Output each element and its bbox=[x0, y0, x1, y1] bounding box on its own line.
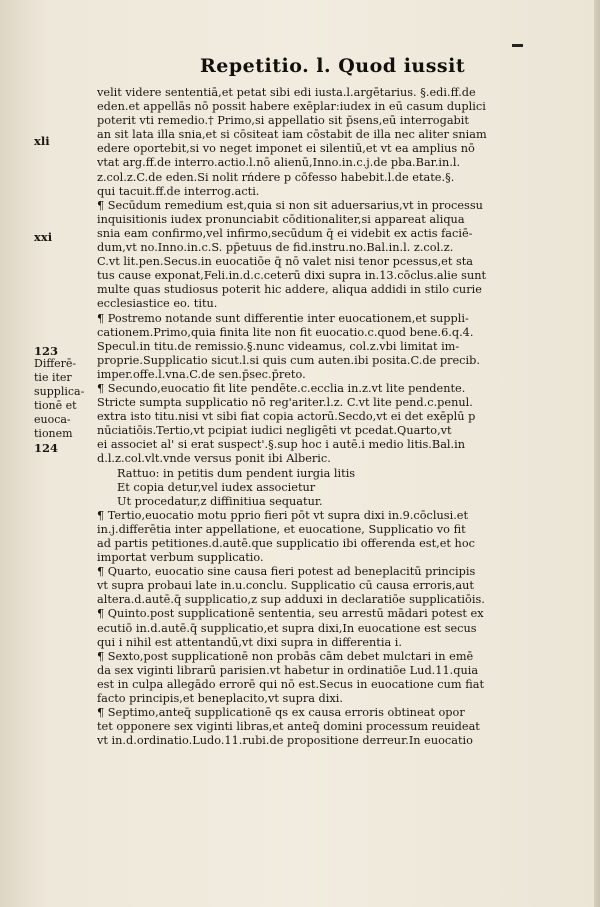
text-line: vtat arg.ff.de interro.actio.l.nō alienū,Inno.in.c.j.de pba.Bar.in.l. bbox=[97, 156, 461, 170]
text-line: ¶ Sexto,post supplicationē non probās cām debet mulctari in emē bbox=[97, 649, 474, 663]
text-line: qui tacuit.ff.de interrog.acti. bbox=[97, 184, 260, 198]
text-line: dum,vt no.Inno.in.c.S. pp̄etuus de fid.instru.no.Bal.in.l. z.col.z. bbox=[97, 241, 454, 255]
text-line: ecclesiastice eo. titu. bbox=[97, 297, 218, 311]
margin-note-line: euoca- bbox=[34, 413, 71, 426]
text-line: imper.offe.l.vna.C.de sen.p̄sec.p̄reto. bbox=[97, 367, 306, 381]
text-line: est in culpa allegādo errorē qui nō est.Secus in euocatione cum fiat bbox=[97, 677, 485, 691]
verse-line: Et copia detur,vel iudex associetur bbox=[117, 480, 316, 494]
text-line: snia eam confirmo,vel infirmo,secūdum q̄ ei videbit ex actis faciē- bbox=[97, 226, 473, 240]
text-line: ¶ Tertio,euocatio motu pprio fieri pōt vt supra dixi in.9.cōclusi.et bbox=[97, 508, 469, 522]
text-line: Specul.in titu.de remissio.§.nunc videamus, col.z.vbi limitat im- bbox=[97, 339, 460, 353]
margin-note-text: xli bbox=[34, 134, 50, 148]
text-line: tet opponere sex viginti libras,et anteq̄ domini processum reuideat bbox=[97, 720, 480, 734]
text-line: inquisitionis iudex pronunciabit cōditionaliter,si appareat aliqua bbox=[97, 212, 465, 226]
margin-note-line: supplica- bbox=[34, 385, 85, 398]
verse-line: Ut procedatur,z diffinitiua sequatur. bbox=[117, 494, 323, 508]
text-line: ¶ Quinto.post supplicationē sententia, seu arrestū mādari potest ex bbox=[97, 607, 484, 621]
text-line: ¶ Postremo notande sunt differentie inter euocationem,et suppli- bbox=[97, 311, 469, 325]
running-header: Repetitio. l. Quod iussit bbox=[200, 55, 466, 77]
page-edge-shadow bbox=[594, 0, 600, 907]
text-line: vt in.d.ordinatio.Ludo.11.rubi.de propositione derreur.In euocatio bbox=[97, 734, 473, 748]
text-line: nūciatiōis.Tertio,vt pcipiat iudici negligēti vt pcedat.Quarto,vt bbox=[97, 424, 452, 438]
text-line: d.l.z.col.vlt.vnde versus ponit ibi Alberic. bbox=[97, 452, 331, 466]
text-line: proprie.Supplicatio sicut.l.si quis cum auten.ibi posita.C.de precib. bbox=[97, 353, 480, 367]
text-line: in.j.differētia inter appellatione, et euocatione, Supplicatio vo fit bbox=[97, 522, 466, 536]
text-line: facto principis,et beneplacito,vt supra dixi. bbox=[97, 692, 343, 706]
margin-note-xxi bbox=[34, 230, 92, 244]
text-line: velit videre sententiā,et petat sibi edi iusta.l.argētarius. §.edi.ff.de bbox=[97, 86, 476, 99]
text-line: da sex viginti librarū parisien.vt habetur in ordinatiōe Lud.11.quia bbox=[97, 663, 479, 677]
text-line: importat verbum supplicatio. bbox=[97, 551, 264, 565]
text-line: eden.et appellās nō possit habere exēplar:iudex in eū casum duplici bbox=[97, 100, 486, 114]
text-line: ¶ Quarto, euocatio sine causa fieri potest ad beneplacitū principis bbox=[97, 565, 476, 579]
text-line: edere oportebit,si vo neget imponet ei silentiū,et vt ea amplius nō bbox=[97, 142, 475, 156]
text-line: Stricte sumpta supplicatio nō reg'ariter.l.z. C.vt lite pend.c.penul. bbox=[97, 396, 473, 410]
margin-note-line: Differē- bbox=[34, 357, 77, 370]
margin-note-text: xxi bbox=[34, 230, 53, 244]
text-line: cationem.Primo,quia finita lite non fit euocatio.c.quod bene.6.q.4. bbox=[97, 325, 474, 339]
text-line: an sit lata illa snia,et si cōsiteat iam cōstabit de illa nec aliter sniam bbox=[97, 128, 487, 142]
margin-note-line: tie iter bbox=[34, 371, 72, 384]
margin-note-123 bbox=[34, 344, 92, 358]
text-line: extra isto titu.nisi vt sibi fiat copia actorū.Secdo,vt ei det exēplū p bbox=[97, 410, 476, 424]
text-line: ¶ Septimo,anteq̄ supplicationē qs ex causa erroris obtineat opor bbox=[97, 706, 465, 720]
main-text-block bbox=[97, 86, 537, 748]
text-line: poterit vti remedio.† Primo,si appellatio sit p̄sens,eū interrogabit bbox=[97, 114, 469, 128]
text-line: ei associet al' si erat suspect'.§.sup hoc i autē.i medio litis.Bal.in bbox=[97, 438, 466, 452]
text-line: multe quas studiosus poterit hic addere, aliqua addidi in stilo curie bbox=[97, 283, 482, 297]
text-line: ecutiō in.d.autē.q̄ supplicatio,et supra dixi,In euocatione est secus bbox=[97, 621, 477, 635]
text-line: z.col.z.C.de eden.Si nolit rńdere p cōfesso habebit.l.de etate.§. bbox=[97, 170, 455, 184]
margin-note-differentie bbox=[34, 357, 92, 455]
margin-note-xli bbox=[34, 134, 92, 148]
margin-note-line: 124 bbox=[34, 441, 59, 455]
text-line: tus cause exponat,Feli.in.d.c.ceterū dixi supra in.13.cōclus.alie sunt bbox=[97, 269, 487, 283]
text-line: altera.d.autē.q̄ supplicatio,z sup adduxi in declaratiōe supplicatiōis. bbox=[97, 593, 485, 607]
text-line: ¶ Secundo,euocatio fit lite pendēte.c.ecclia in.z.vt lite pendente. bbox=[97, 381, 466, 395]
verse-line: Rattuo: in petitis dum pendent iurgia litis bbox=[117, 466, 356, 480]
text-line: C.vt lit.pen.Secus.in euocatiōe q̄ nō valet nisi tenor pcessus,et sta bbox=[97, 255, 474, 269]
text-line: ad partis petitiones.d.autē.que supplicatio ibi offerenda est,et hoc bbox=[97, 537, 475, 550]
header-dash-mark bbox=[512, 44, 523, 47]
text-line: qui i nihil est attentandū,vt dixi supra in differentia i. bbox=[97, 635, 402, 649]
margin-note-line: tionem bbox=[34, 427, 73, 440]
margin-note-line: tionē et bbox=[34, 399, 77, 412]
margin-note-text: 123 bbox=[34, 344, 59, 358]
text-line: ¶ Secūdum remedium est,quia si non sit aduersarius,vt in processu bbox=[97, 198, 483, 212]
text-line: vt supra probaui late in.u.conclu. Supplicatio cū causa erroris,aut bbox=[97, 579, 474, 593]
